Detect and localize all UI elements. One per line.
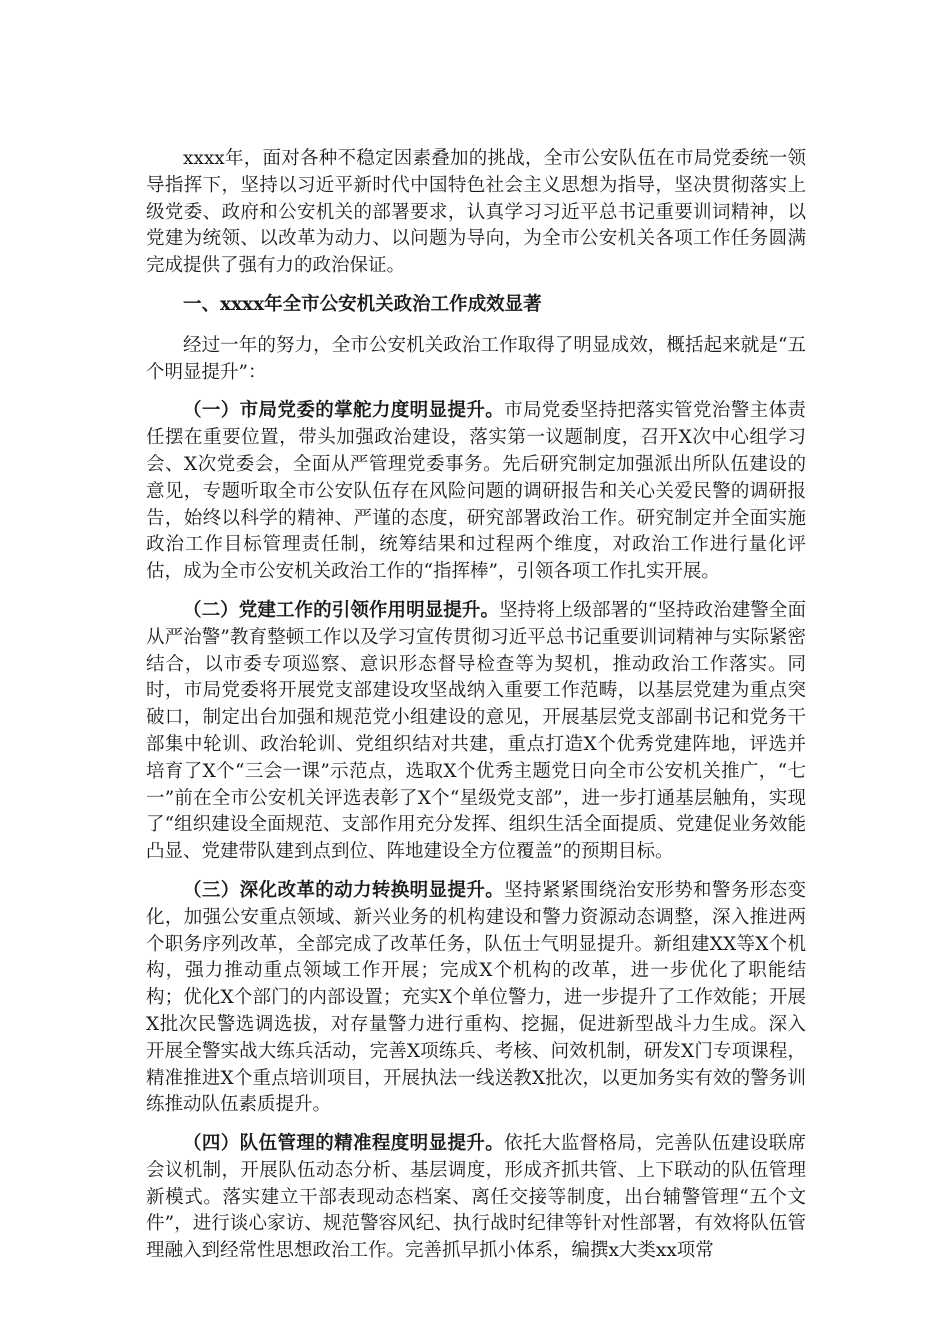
item-paragraph (146, 878, 806, 1119)
item-body: 市局党委坚持把落实管党治警主体责任摆在重要位置，带头加强政治建设，落实第一议题制度，召开X次中心组学习会、X次党委会，全面从严管理党委事务。先后研究制定加强派出所队伍建设的意见，专题听取全市公安队伍存在风险问题的调研报告和关心关爱民警的调研报告，始终以科学的精神、严谨的态度，研究部署政治工作。研究制定并全面实施政治工作目标管理责任制，统筹结果和过程两个维度，对政治工作进行量化评估，成为全市公安机关政治工作的“指挥棒”，引领各项工作扎实开展。 (146, 400, 806, 583)
item-body: 坚持将上级部署的“坚持政治建警全面从严治警”教育整顿工作以及学习宣传贯彻习近平总书记重要训词精神与实际紧密结合，以市委专项巡察、意识形态督导检查等为契机，推动政治工作落实。同时，市局党委将开展党支部建设攻坚战纳入重要工作范畴，以基层党建为重点突破口，制定出台加强和规范党小组建设的意见，开展基层党支部副书记和党务干部集中轮训、政治轮训、党组织结对共建，重点打造X个优秀党建阵地，评选并培育了X个“三会一课”示范点，选取X个优秀主题党日向全市公安机关推广，“七一”前在全市公安机关评选表彰了X个“星级党支部”，进一步打通基层触角，实现了“组织建设全面规范、支部作用充分发挥、组织生活全面提质、党建促业务效能凸显、党建带队建到点到位、阵地建设全方位覆盖”的预期目标。 (146, 599, 806, 863)
item-body: 坚持紧紧围绕治安形势和警务形态变化，加强公安重点领域、新兴业务的机构建设和警力资源动态调整，深入推进两个职务序列改革，全部完成了改革任务，队伍士气明显提升。新组建XX等X个机构，强力推动重点领域工作开展；完成X个机构的改革，进一步优化了职能结构；优化X个部门的内部设置；充实X个单位警力，进一步提升了工作效能；开展X批次民警选调选拔，对存量警力进行重构、挖掘，促进新型战斗力生成。深入开展全警实战大练兵活动，完善X项练兵、考核、问效机制，研发X门专项课程，精准推进X个重点培训项目，开展执法一线送教X批次，以更加务实有效的警务训练推动队伍素质提升。 (146, 879, 806, 1116)
item-lead: （三）深化改革的动力转换明显提升。 (183, 879, 505, 901)
item-body: 依托大监督格局，完善队伍建设联席会议机制，开展队伍动态分析、基层调度，形成齐抓共管、上下联动的队伍管理新模式。落实建立干部表现动态档案、离任交接等制度，出台辅警管理“五个文件”，进行谈心家访、规范警容风纪、执行战时纪律等针对性部署，有效将队伍管理融入到经常性思想政治工作。完善抓早抓小体系，编撰x大类xx项常 (146, 1133, 806, 1262)
item-paragraph (146, 1131, 806, 1265)
section-heading: 一、xxxx年全市公安机关政治工作成效显著 (183, 293, 542, 315)
document-body (146, 146, 806, 1277)
item-paragraph (146, 398, 806, 586)
item-lead: （二）党建工作的引领作用明显提升。 (183, 599, 500, 621)
item-lead: （一）市局党委的掌舵力度明显提升。 (183, 400, 505, 422)
intro-paragraph: xxxx年，面对各种不稳定因素叠加的挑战，全市公安队伍在市局党委统一领导指挥下，坚持以习近平新时代中国特色社会主义思想为指导，坚决贯彻落实上级党委、政府和公安机关的部署要求，认真学习习近平总书记重要训词精神，以党建为统领、以改革为动力、以问题为导向，为全市公安机关各项工作任务圆满完成提供了强有力的政治保证。 (146, 148, 806, 277)
section-intro-paragraph: 经过一年的努力，全市公安机关政治工作取得了明显成效，概括起来就是“五个明显提升”： (146, 334, 806, 383)
item-lead: （四）队伍管理的精准程度明显提升。 (183, 1133, 505, 1155)
item-paragraph (146, 598, 806, 866)
